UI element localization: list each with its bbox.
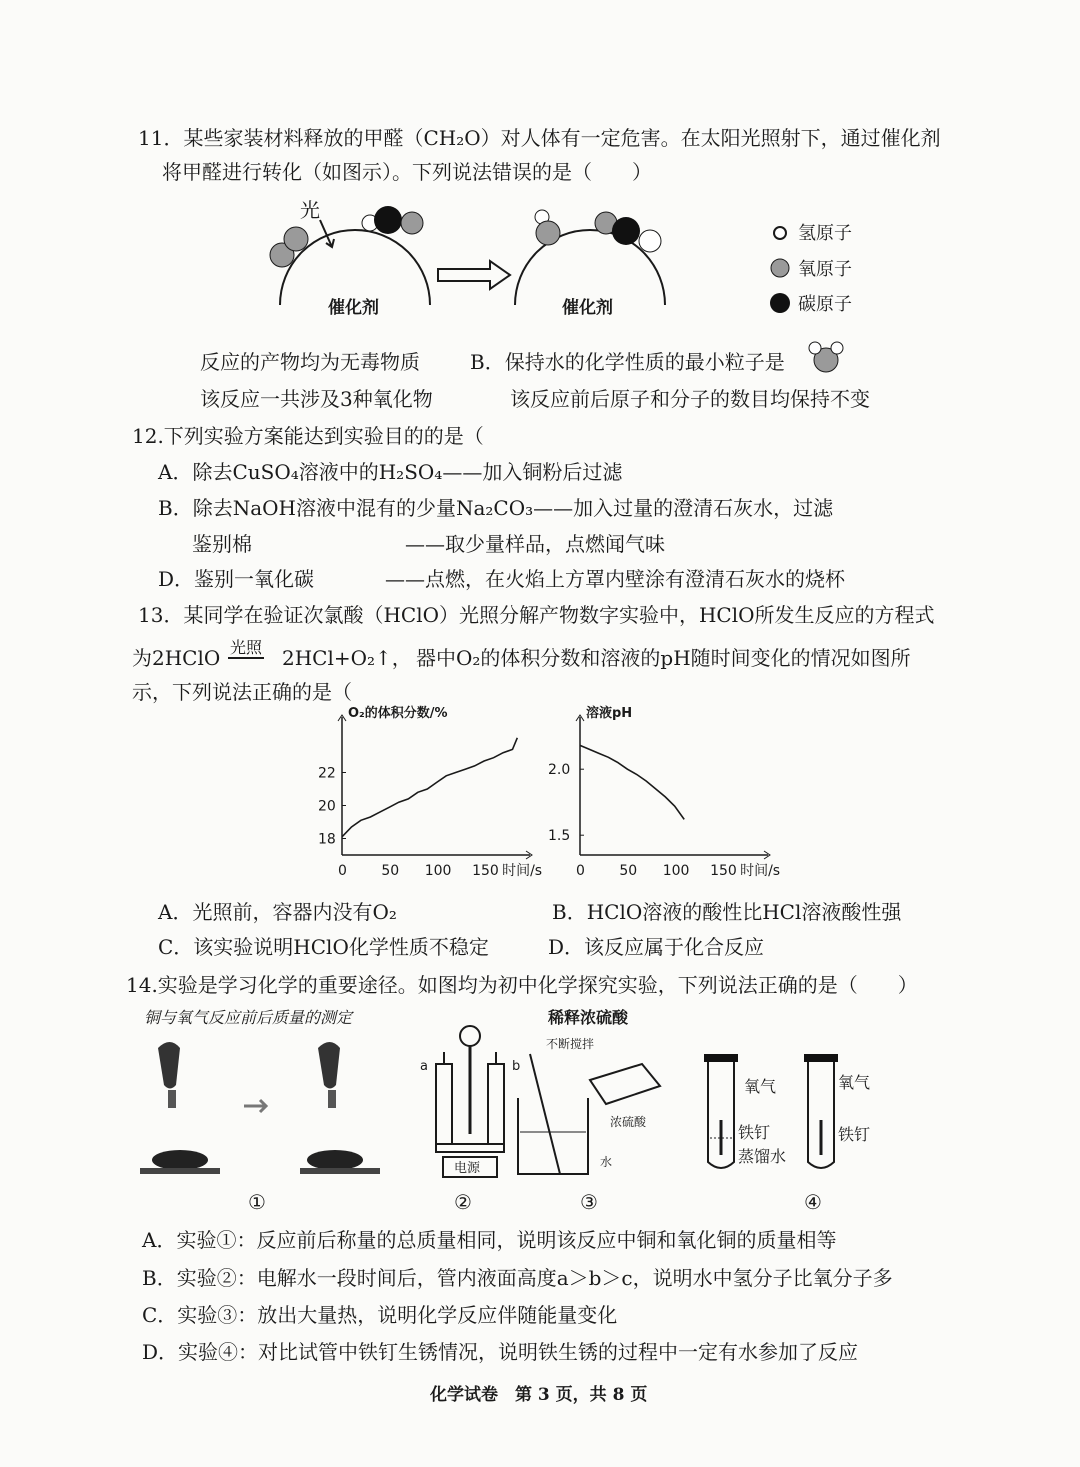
q13-option-b: B．HClO溶液的酸性比HCl溶液酸性强	[552, 900, 902, 924]
q11-option-a: 反应的产物均为无毒物质	[200, 350, 420, 374]
q13-stem-line3: 示，下列说法正确的是（	[132, 680, 352, 704]
ph-chart-y-tick-1: 2.0	[548, 762, 571, 779]
water-molecule-icon	[808, 340, 844, 374]
fig3-acid-label: 浓硫酸	[610, 1115, 647, 1129]
o2-volume-chart	[300, 705, 543, 895]
legend-oxygen: 氧原子	[798, 259, 852, 280]
q12-option-c-right: ——取少量样品，点燃闻气味	[405, 532, 665, 556]
fig4-rust-test-tubes	[698, 1050, 898, 1180]
o2-chart-y-label: O₂的体积分数/%	[348, 706, 448, 721]
q11-stem-line1: 11．某些家装材料释放的甲醛（CH₂O）对人体有一定危害。在太阳光照射下，通过催化剂	[138, 126, 941, 150]
figure-number-3: ③	[580, 1190, 598, 1214]
ph-chart-x-tick-0: 0	[576, 863, 585, 879]
fig1-title: 铜与氧气反应前后质量的测定	[144, 1008, 353, 1027]
fig4-water-label: 蒸馏水	[738, 1147, 787, 1166]
o2-chart-x-tick-2: 100	[424, 863, 452, 879]
q12-stem: 12.下列实验方案能达到实验目的的是（	[132, 424, 484, 448]
figure-number-2: ②	[454, 1190, 472, 1214]
page-footer: 化学试卷 第 3 页，共 8 页	[430, 1385, 648, 1405]
fig2-power-label: 电源	[454, 1161, 481, 1176]
ph-chart-y-tick-0: 1.5	[548, 828, 571, 845]
fig4-oxygen-label-1: 氧气	[744, 1077, 777, 1096]
legend-carbon: 碳原子	[798, 294, 852, 315]
q12-option-d-left: D．鉴别一氧化碳	[158, 567, 315, 591]
o2-chart-x-tick-0: 0	[338, 863, 347, 879]
carbon-atom-icon	[770, 293, 790, 313]
legend-hydrogen: 氢原子	[798, 223, 852, 244]
o2-chart-y-tick-2: 22	[318, 765, 336, 782]
light-label: 光	[300, 198, 320, 222]
q14-stem: 14.实验是学习化学的重要途径。如图均为初中化学探究实验，下列说法正确的是（ ）	[126, 973, 918, 997]
q13-equation-condition: 光照	[228, 638, 264, 659]
oxygen-atom-icon	[771, 259, 789, 277]
q12-option-b: B．除去NaOH溶液中混有的少量Na₂CO₃——加入过量的澄清石灰水，过滤	[158, 496, 834, 520]
q13-equation-left: 为2HClO	[132, 646, 221, 670]
q13-option-d: D．该反应属于化合反应	[548, 935, 765, 959]
hydrogen-atom-icon	[774, 227, 786, 239]
ph-chart	[538, 705, 798, 895]
arrow-icon	[244, 1100, 266, 1112]
ph-chart-x-tick-3: 150	[710, 863, 737, 879]
fig3-dilution-apparatus	[510, 1034, 670, 1184]
ph-chart-series-line	[580, 745, 684, 819]
product-molecules	[535, 210, 661, 252]
q14-option-b: B．实验②：电解水一段时间后，管内液面高度a＞b＞c，说明水中氢分子比氧分子多	[142, 1266, 893, 1290]
q11-reaction-diagram	[260, 195, 900, 330]
q11-option-b: B．保持水的化学性质的最小粒子是	[470, 350, 785, 374]
q11-option-d: 该反应前后原子和分子的数目均保持不变	[510, 387, 870, 411]
o2-chart-x-tick-3: 150	[472, 863, 499, 879]
q14-option-c: C．实验③：放出大量热，说明化学反应伴随能量变化	[142, 1303, 618, 1327]
q14-option-d: D．实验④：对比试管中铁钉生锈情况，说明铁生锈的过程中一定有水参加了反应	[142, 1340, 859, 1364]
fig3-water-label: 水	[600, 1155, 613, 1169]
fig2-label-b: b	[512, 1059, 521, 1074]
q12-option-c-left: 鉴别棉	[192, 532, 252, 556]
q11-stem-line2: 将甲醛进行转化（如图示）。下列说法错误的是（ ）	[162, 160, 652, 184]
o2-chart-y-tick-1: 20	[318, 798, 336, 815]
figure-number-4: ④	[804, 1190, 822, 1214]
legend	[770, 223, 852, 315]
fig2-label-a: a	[420, 1059, 428, 1074]
o2-chart-x-tick-1: 50	[381, 863, 400, 879]
reaction-arrow-icon	[438, 261, 510, 289]
q11-option-c: 该反应一共涉及3种氧化物	[200, 387, 433, 411]
fig4-nail-label-2: 铁钉	[838, 1125, 871, 1144]
q13-equation-right: 2HCl+O₂↑，	[282, 646, 412, 670]
ph-chart-y-label: 溶液pH	[586, 706, 633, 721]
ph-chart-x-label: 时间/s	[740, 863, 781, 879]
q14-option-a: A．实验①：反应前后称量的总质量相同，说明该反应中铜和氧化铜的质量相等	[142, 1228, 837, 1252]
catalyst-label-left: 催化剂	[328, 298, 379, 318]
q12-option-d-right: ——点燃，在火焰上方罩内壁涂有澄清石灰水的烧杯	[385, 567, 845, 591]
ph-chart-x-tick-1: 50	[619, 863, 638, 879]
figure-number-1: ①	[248, 1190, 266, 1214]
q13-option-c: C．该实验说明HClO化学性质不稳定	[158, 935, 489, 959]
fig4-oxygen-label-2: 氧气	[838, 1073, 871, 1092]
fig1-copper-heating-photos	[140, 1030, 380, 1180]
fig4-nail-label-1: 铁钉	[738, 1123, 771, 1142]
q13-stem-line2: 器中O₂的体积分数和溶液的pH随时间变化的情况如图所	[416, 646, 911, 670]
formaldehyde-molecule	[270, 206, 423, 267]
fig3-title: 稀释浓硫酸	[548, 1008, 629, 1027]
ph-chart-x-tick-2: 100	[662, 863, 690, 879]
q13-stem-line1: 13．某同学在验证次氯酸（HClO）光照分解产物数字实验中，HClO所发生反应的方程式	[138, 603, 935, 627]
q12-option-a: A．除去CuSO₄溶液中的H₂SO₄——加入铜粉后过滤	[158, 460, 623, 484]
q13-option-a: A．光照前，容器内没有O₂	[158, 900, 397, 924]
o2-chart-x-label: 时间/s	[502, 863, 543, 879]
o2-chart-y-tick-0: 18	[318, 831, 336, 848]
o2-chart-series-line	[342, 738, 517, 837]
fig3-stir-label: 不断搅拌	[546, 1037, 595, 1051]
catalyst-label-right: 催化剂	[562, 298, 613, 318]
